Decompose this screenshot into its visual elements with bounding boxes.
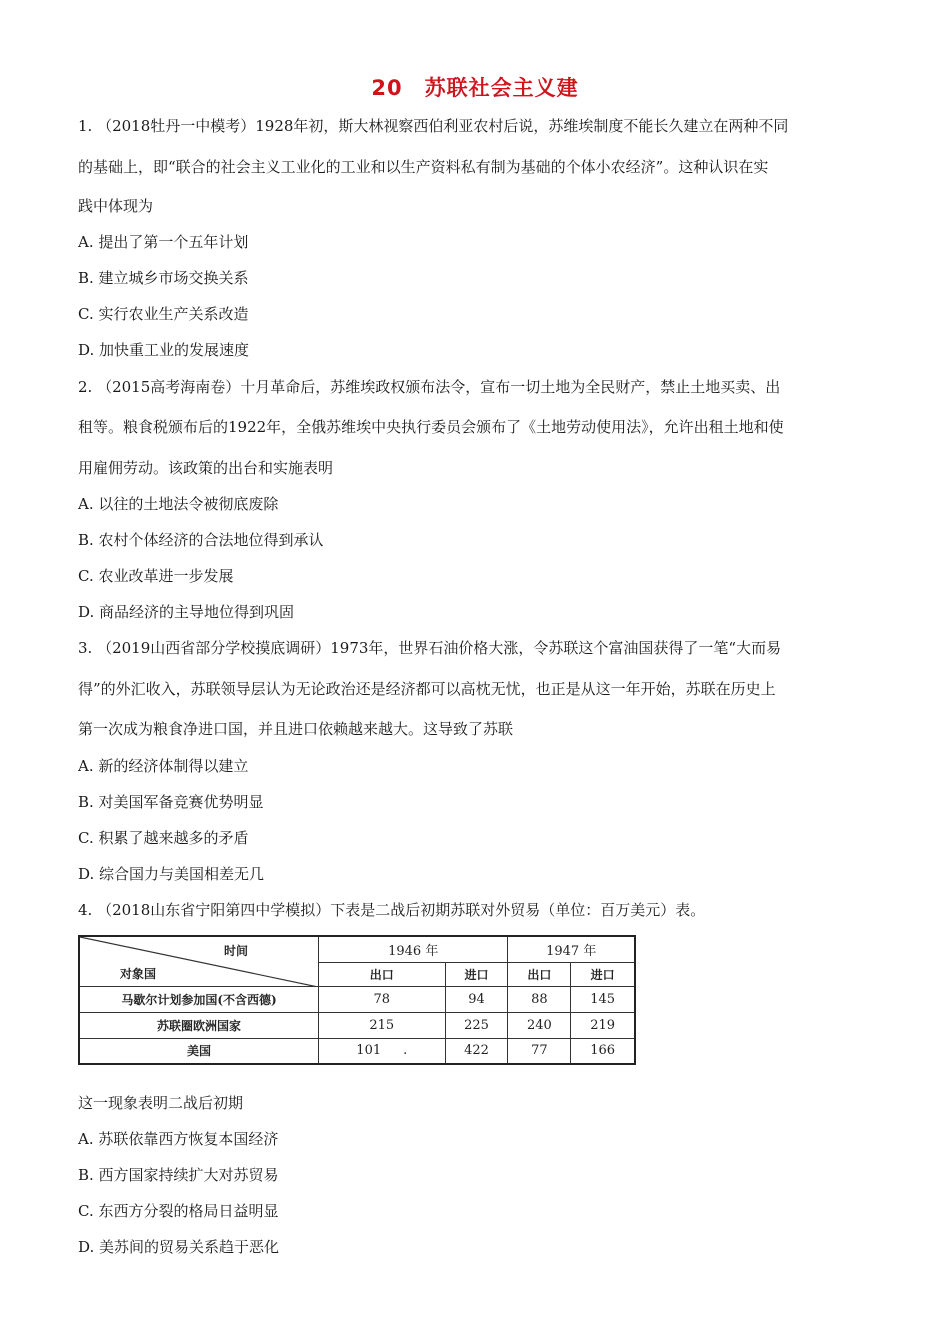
chapter-title: 苏联社会主义建 [424, 76, 579, 100]
q3-option-d: D. 综合国力与美国相差无几 [78, 865, 265, 883]
q3-line: 得”的外汇收入，苏联领导层认为无论政治还是经济都可以高枕无忧，也正是从这一年开始，苏联在历史上 [78, 680, 776, 698]
sub-header: 进口 [571, 962, 635, 986]
table-row [79, 986, 635, 1012]
q1-line: 的基础上，即“联合的社会主义工业化的工业和以生产资料私有制为基础的个体小农经济”。这种认识在实 [78, 158, 769, 176]
q1-option-b: B. 建立城乡市场交换关系 [78, 269, 249, 287]
q2-option-a: A. 以往的土地法令被彻底废除 [78, 495, 279, 513]
diagonal-divider [80, 937, 318, 987]
q1-line: 1. （2018牡丹一中模考）1928年初，斯大林视察西伯利亚农村后说，苏维埃制度不能长久建立在两种不同 [78, 117, 789, 135]
chapter-number: 20 [371, 76, 403, 100]
table-cell: 225 [445, 1012, 508, 1038]
q1-line: 践中体现为 [78, 197, 154, 215]
header-target: 对象国 [120, 966, 157, 981]
stray-mark: . [403, 1043, 408, 1059]
table-cell: 77 [508, 1038, 571, 1064]
table-cell: 215 [319, 1012, 446, 1038]
q4-stem: 这一现象表明二战后初期 [78, 1094, 244, 1112]
sub-header: 出口 [508, 962, 571, 986]
row-label: 马歇尔计划参加国(不含西德) [79, 986, 319, 1012]
table-cell: 94 [445, 986, 508, 1012]
q4-option-a: A. 苏联依靠西方恢复本国经济 [78, 1130, 279, 1148]
table-cell: 219 [571, 1012, 635, 1038]
trade-table [78, 935, 636, 1065]
table-cell: 240 [508, 1012, 571, 1038]
sub-header: 进口 [445, 962, 508, 986]
table-row [79, 1012, 635, 1038]
cell-value: 101 [356, 1043, 382, 1059]
header-time: 时间 [223, 944, 248, 958]
row-label: 苏联圈欧洲国家 [79, 1012, 319, 1038]
q3-line: 3. （2019山西省部分学校摸底调研）1973年，世界石油价格大涨，令苏联这个富油国获得了一笔“大而易 [78, 639, 782, 657]
q1-option-a: A. 提出了第一个五年计划 [78, 233, 249, 251]
q4-option-b: B. 西方国家持续扩大对苏贸易 [78, 1166, 279, 1184]
table-cell: 145 [571, 986, 635, 1012]
table-cell [319, 1038, 446, 1064]
q2-line: 用雇佣劳动。该政策的出台和实施表明 [78, 459, 334, 477]
year-header: 1946 年 [319, 936, 508, 962]
q2-option-b: B. 农村个体经济的合法地位得到承认 [78, 531, 324, 549]
year-header: 1947 年 [508, 936, 635, 962]
row-label: 美国 [79, 1038, 319, 1064]
q4-line: 4. （2018山东省宁阳第四中学模拟）下表是二战后初期苏联对外贸易（单位：百万美元）表。 [78, 901, 706, 919]
q2-line: 租等。粮食税颁布后的1922年，全俄苏维埃中央执行委员会颁布了《土地劳动使用法》，允许出租土地和使 [78, 418, 784, 436]
q2-option-d: D. 商品经济的主导地位得到巩固 [78, 603, 295, 621]
q4-option-d: D. 美苏间的贸易关系趋于恶化 [78, 1238, 280, 1256]
q2-line: 2. （2015高考海南卷）十月革命后，苏维埃政权颁布法令，宣布一切土地为全民财产，禁止土地买卖、出 [78, 378, 781, 396]
q3-option-b: B. 对美国军备竞赛优势明显 [78, 793, 264, 811]
table-cell: 78 [319, 986, 446, 1012]
q2-option-c: C. 农业改革进一步发展 [78, 567, 234, 585]
table-cell: 88 [508, 986, 571, 1012]
q3-option-c: C. 积累了越来越多的矛盾 [78, 829, 249, 847]
q3-line: 第一次成为粮食净进口国，并且进口依赖越来越大。这导致了苏联 [78, 720, 514, 738]
page-title [0, 72, 950, 102]
table-corner-header [79, 936, 319, 986]
q3-option-a: A. 新的经济体制得以建立 [78, 757, 249, 775]
table-cell: 166 [571, 1038, 635, 1064]
table-row [79, 1038, 635, 1064]
table-cell: 422 [445, 1038, 508, 1064]
q1-option-d: D. 加快重工业的发展速度 [78, 341, 250, 359]
q4-option-c: C. 东西方分裂的格局日益明显 [78, 1202, 279, 1220]
q1-option-c: C. 实行农业生产关系改造 [78, 305, 249, 323]
sub-header: 出口 [319, 962, 446, 986]
